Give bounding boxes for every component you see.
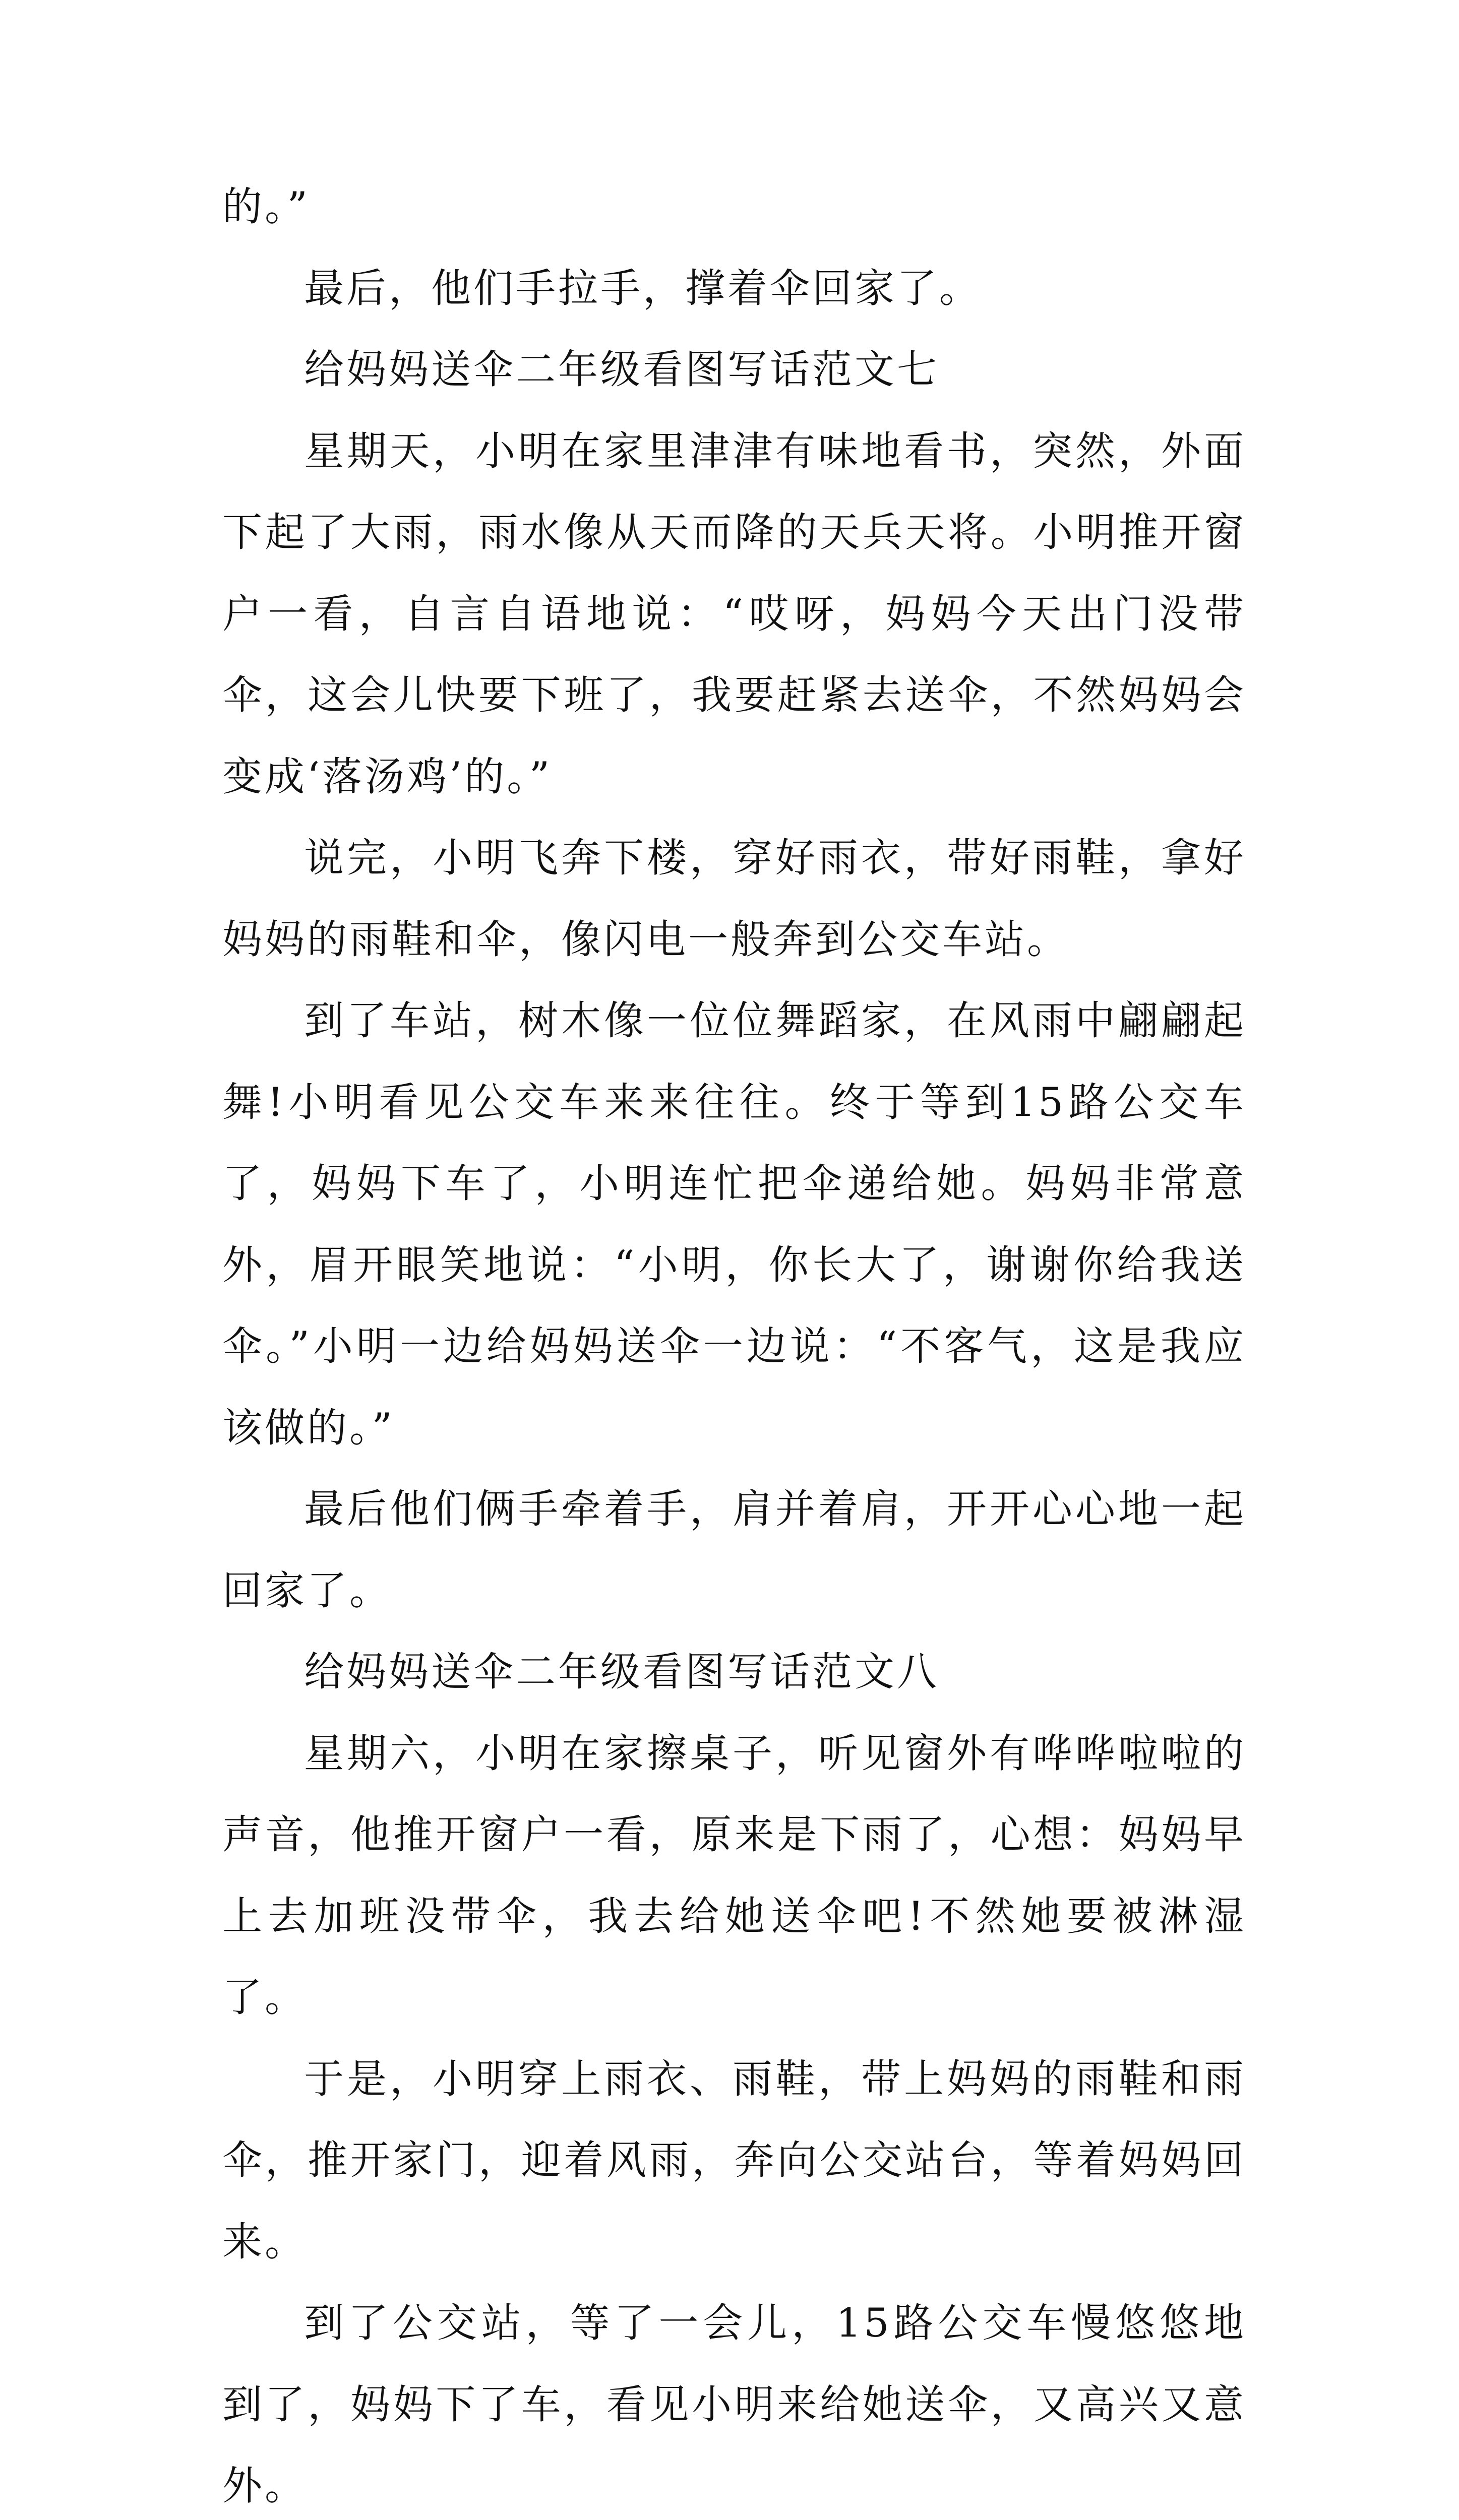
paragraph: 于是，小明穿上雨衣、雨鞋，带上妈妈的雨鞋和雨伞，推开家门，迎着风雨，奔向公交站台，等着妈妈回来。	[222, 2055, 1246, 2265]
paragraph: 到了公交站，等了一会儿，15路公交车慢悠悠地到了，妈妈下了车，看见小明来给她送伞，又高兴又意外。	[222, 2300, 1246, 2509]
paragraph: 到了车站，树木像一位位舞蹈家，在风雨中翩翩起舞!小明看见公交车来来往往。终于等到15路公交车了，妈妈下车了，小明连忙把伞递给她。妈妈非常意外，眉开眼笑地说：“小明，你长大了，谢谢你给我送伞。”小明一边给妈妈送伞一边说：“不客气，这是我应该做的。”	[222, 997, 1246, 1451]
paragraph: 星期六，小明在家擦桌子，听见窗外有哗哗啦啦的声音，他推开窗户一看，原来是下雨了，心想：妈妈早上去加班没带伞，我去给她送伞吧!不然她要被淋湿了。	[222, 1730, 1246, 2021]
paragraph: 说完，小明飞奔下楼，穿好雨衣，带好雨鞋，拿好妈妈的雨鞋和伞，像闪电一般奔到公交车站。	[222, 835, 1246, 963]
paragraph: 星期天，小明在家里津津有味地看书，突然，外面下起了大雨，雨水像从天而降的天兵天将。小明推开窗户一看，自言自语地说：“哎呀，妈妈今天出门没带伞，这会儿快要下班了，我要赶紧去送伞，不然妈妈会变成‘落汤鸡’的。”	[222, 427, 1246, 800]
paragraph-continuation: 的。”	[222, 183, 310, 230]
paragraph: 最后，他们手拉手，撑着伞回家了。	[304, 265, 982, 311]
section-heading: 给妈妈送伞二年级看图写话范文八	[304, 1649, 939, 1695]
document-body	[222, 166, 1246, 2520]
section-heading: 给妈妈送伞二年级看图写话范文七	[304, 346, 939, 393]
paragraph: 最后他们俩手牵着手，肩并着肩，开开心心地一起回家了。	[222, 1486, 1246, 1614]
